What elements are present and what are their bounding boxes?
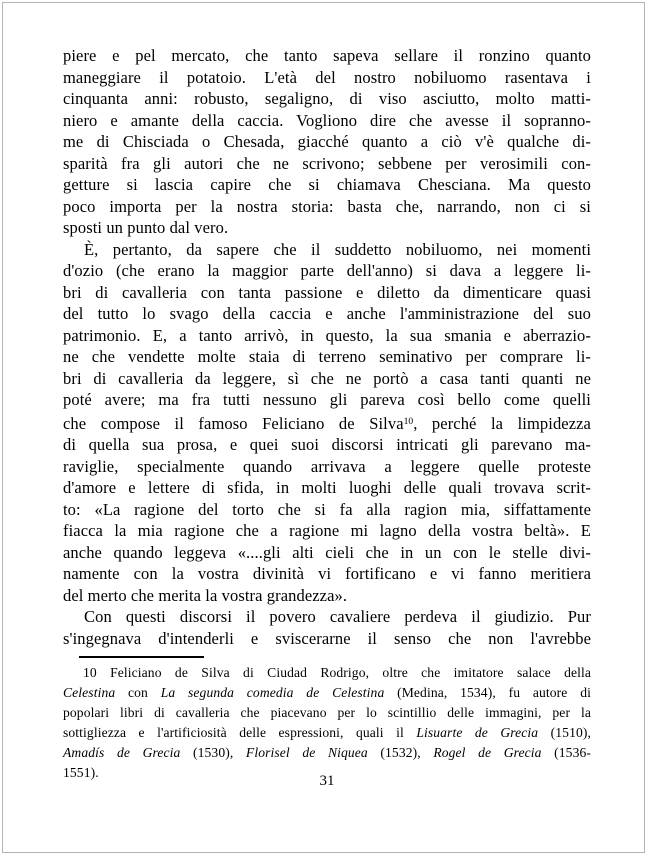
text-line: poté avere; ma fra tutti nessuno gli pareva così bello come quelli	[63, 390, 591, 409]
text-line: del merto che merita la vostra grandezza».	[63, 585, 348, 605]
text-line: sottigliezza e l'artificiosità delle espressioni, quali il Lisuarte de Grecia (1510),	[63, 725, 592, 740]
text-line: me di Chisciada o Chesada, giacché quanto a ciò v'è qualche di-	[63, 132, 591, 151]
text-line: to: «La ragione del torto che si fa alla ragion mia, siffattamente	[63, 499, 591, 519]
text-line: bri di cavalleria con tanta passione e diletto da dimenticare quasi	[63, 282, 591, 302]
text-line: sparità fra gli autori che ne scrivono; sebbene per verosimili con-	[63, 153, 591, 173]
text-line: maneggiare il potatoio. L'età del nostro nobiluomo rasentava i	[63, 67, 591, 87]
text-line: namente con la vostra divinità vi fortificano e vi fanno meritiera	[63, 564, 591, 583]
text-line: sposti un punto dal vero.	[63, 218, 229, 237]
text-line: ne che vendette molte staia di terreno seminativo per comprare li-	[63, 347, 591, 366]
text-line: popolari libri di cavalleria che piacevano per lo scintillio delle immagini, per la	[63, 705, 591, 720]
text-line: 10 Feliciano de Silva di Ciudad Rodrigo, oltre che imitatore salace della	[83, 665, 591, 680]
text-line: poco importa per la nostra storia: basta che, narrando, non ci si	[63, 196, 591, 216]
text-line: s'ingegnava d'intenderli e sviscerarne il senso che non l'avrebbe	[63, 628, 591, 648]
page	[2, 2, 645, 853]
text-line: cinquanta anni: robusto, segaligno, di viso asciutto, molto matti-	[63, 89, 591, 108]
text-line: bri di cavalleria da leggere, sì che ne portò a casa tanti quanti ne	[63, 368, 591, 388]
text-line: 1551).	[63, 765, 99, 780]
text-line: È, pertanto, da sapere che il suddetto nobiluomo, nei momenti	[84, 239, 591, 259]
text-line: Con questi discorsi il povero cavaliere perdeva il giudizio. Pur	[84, 607, 591, 626]
text-line: anche quando leggeva «....gli alti cieli che in un con le stelle divi-	[63, 542, 591, 562]
footnote	[63, 663, 591, 783]
text-line: di quella sua prosa, e quei suoi discorsi intricati gli parevano ma-	[63, 435, 591, 454]
text-line: d'amore e lettere di sfida, in molti luoghi delle quali trovava scrit-	[63, 478, 591, 497]
text-line: d'ozio (che erano la maggior parte dell'anno) si dava a leggere li-	[63, 261, 591, 280]
text-line: piere e pel mercato, che tanto sapeva sellare il ronzino quanto	[63, 46, 591, 65]
text-line: raviglie, specialmente quando arrivava a leggere quelle proteste	[63, 456, 591, 476]
text-line: niero e amante della caccia. Vogliono dire che avesse il sopranno-	[63, 110, 591, 130]
text-line: che compose il famoso Feliciano de Silva$^{10}$, perché la limpidezza	[63, 413, 591, 433]
text-line: del tutto lo svago della caccia e anche l'amministrazione del suo	[63, 304, 591, 323]
text-line: fiacca la mia ragione che a ragione mi lagno della vostra beltà». E	[63, 521, 591, 540]
text-line: Amadís de Grecia (1530), Florisel de Niquea (1532), Rogel de Grecia (1536-	[63, 745, 591, 760]
text-line: patrimonio. E, a tanto arrivò, in questo, la sua smania e aberrazio-	[63, 325, 591, 345]
footnote-rule	[79, 656, 204, 658]
body-text	[63, 45, 591, 649]
page-number: 31	[319, 773, 335, 789]
text-line: Celestina con La segunda comedia de Celestina (Medina, 1534), fu autore di	[63, 685, 591, 700]
text-line: getture si lascia capire che si chiamava Chesciana. Ma questo	[63, 175, 591, 194]
